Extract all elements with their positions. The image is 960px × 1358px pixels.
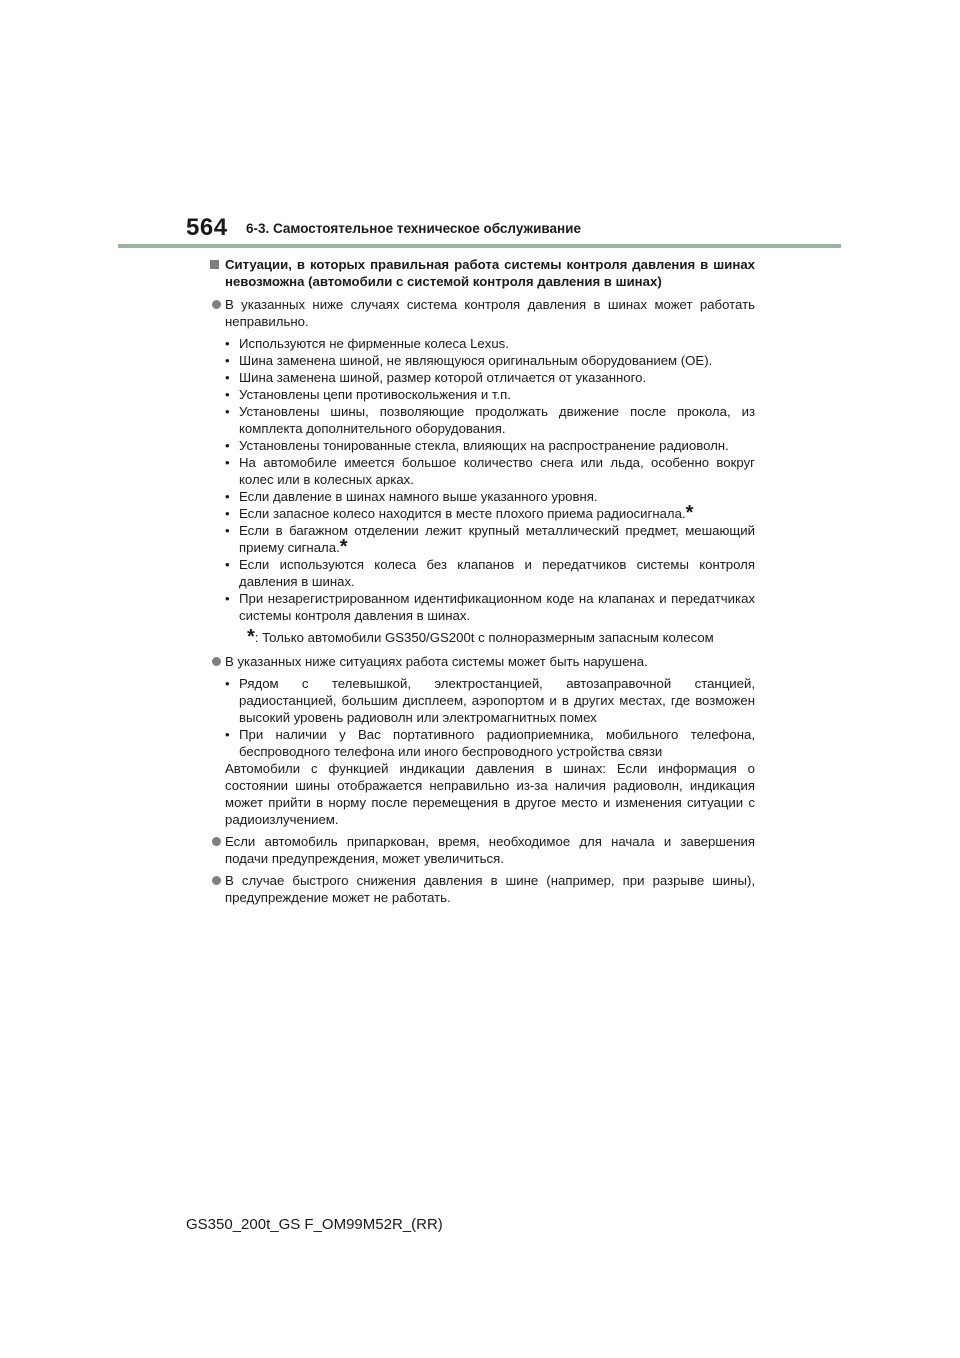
section-title: 6-3. Самостоятельное техническое обслуживание bbox=[246, 221, 581, 236]
paragraph-text: В случае быстрого снижения давления в шине (например, при разрыве шины), предупреждение может не работать. bbox=[225, 873, 755, 905]
header-rule bbox=[118, 244, 841, 248]
bullet-icon: • bbox=[225, 438, 230, 453]
list-item: • Установлены тонированные стекла, влияющих на распространение радиоволн. bbox=[225, 438, 729, 453]
paragraph-text: Если автомобиль припаркован, время, необходимое для начала и завершения подачи предупреждения, может увеличиться. bbox=[225, 834, 755, 866]
bullet-list bbox=[210, 675, 755, 760]
circle-bullet-icon bbox=[212, 300, 221, 309]
list-item: • При незарегистрированном идентификационном коде на клапанах и передатчиках системы контроля давления в шинах. bbox=[225, 591, 755, 623]
bullet-icon: • bbox=[225, 557, 230, 572]
bullet-icon: • bbox=[225, 455, 230, 470]
bullet-icon: • bbox=[225, 336, 230, 351]
asterisk-mark: * bbox=[339, 535, 348, 558]
paragraph bbox=[210, 833, 755, 867]
list-item: • Установлены цепи противоскольжения и т.п. bbox=[225, 387, 511, 402]
circle-bullet-icon bbox=[212, 876, 221, 885]
bullet-icon: • bbox=[225, 727, 230, 742]
note-paragraph: Автомобили с функцией индикации давления в шинах: Если информация о состоянии шины отображается неправильно из-за наличия радиоволн, индикация может прийти в норму после перемещения в другое место и изменения ситуации с радиоизлучением. bbox=[225, 761, 755, 827]
circle-bullet-icon bbox=[212, 837, 221, 846]
asterisk-mark: * bbox=[247, 625, 255, 648]
paragraph bbox=[210, 296, 755, 330]
list-item: • Рядом с телевышкой, электростанцией, автозаправочной станцией, радиостанцией, большим дисплеем, аэропортом и в других местах, где возможен высокий уровень радиоволн или электромагнитных помех bbox=[225, 676, 755, 725]
footnote bbox=[210, 625, 755, 648]
list-item: • Шина заменена шиной, не являющуюся оригинальным оборудованием (OE). bbox=[225, 353, 713, 368]
bullet-icon: • bbox=[225, 591, 230, 606]
paragraph-text: В указанных ниже ситуациях работа системы может быть нарушена. bbox=[225, 654, 648, 669]
list-item: • Используются не фирменные колеса Lexus. bbox=[225, 336, 509, 351]
bullet-icon: • bbox=[225, 387, 230, 402]
bullet-icon: • bbox=[225, 676, 230, 691]
list-item: • Шина заменена шиной, размер которой отличается от указанного. bbox=[225, 370, 647, 385]
bullet-icon: • bbox=[225, 506, 230, 521]
document-code: GS350_200t_GS F_OM99M52R_(RR) bbox=[186, 1216, 443, 1233]
list-item: • На автомобиле имеется большое количество снега или льда, особенно вокруг колес или в колесных арках. bbox=[225, 455, 755, 487]
footnote-text: : Только автомобили GS350/GS200t с полноразмерным запасным колесом bbox=[254, 630, 714, 645]
bullet-icon: • bbox=[225, 404, 230, 419]
list-item: • При наличии у Вас портативного радиоприемника, мобильного телефона, беспроводного телефона или иного беспроводного устройства связи bbox=[225, 727, 755, 759]
list-item: • Установлены шины, позволяющие продолжать движение после прокола, из комплекта дополнительного оборудования. bbox=[225, 404, 755, 436]
list-item: • Если давление в шинах намного выше указанного уровня. bbox=[225, 489, 598, 504]
bullet-icon: • bbox=[225, 353, 230, 368]
list-item: • Если используются колеса без клапанов и передатчиков системы контроля давления в шинах. bbox=[225, 557, 755, 589]
circle-bullet-icon bbox=[212, 657, 221, 666]
bullet-icon: • bbox=[225, 523, 230, 538]
paragraph-text: В указанных ниже случаях система контроля давления в шинах может работать неправильно. bbox=[225, 297, 755, 329]
bullet-icon: • bbox=[225, 489, 230, 504]
asterisk-mark: * bbox=[685, 501, 694, 524]
list-item: • Если запасное колесо находится в месте плохого приема радиосигнала.* bbox=[225, 501, 694, 524]
page-number: 564 bbox=[186, 214, 228, 241]
list-item: • Если в багажном отделении лежит крупный металлический предмет, мешающий приему сигнала.* bbox=[225, 523, 755, 558]
paragraph bbox=[210, 872, 755, 906]
bullet-icon: • bbox=[225, 370, 230, 385]
section-heading bbox=[210, 256, 755, 290]
bullet-list bbox=[210, 335, 755, 624]
paragraph bbox=[210, 653, 755, 670]
heading-text: Ситуации, в которых правильная работа системы контроля давления в шинах невозможна (автомобили с системой контроля давления в шинах) bbox=[225, 257, 755, 289]
page-header bbox=[186, 214, 841, 254]
main-content bbox=[210, 256, 755, 911]
square-bullet-icon bbox=[210, 260, 219, 269]
